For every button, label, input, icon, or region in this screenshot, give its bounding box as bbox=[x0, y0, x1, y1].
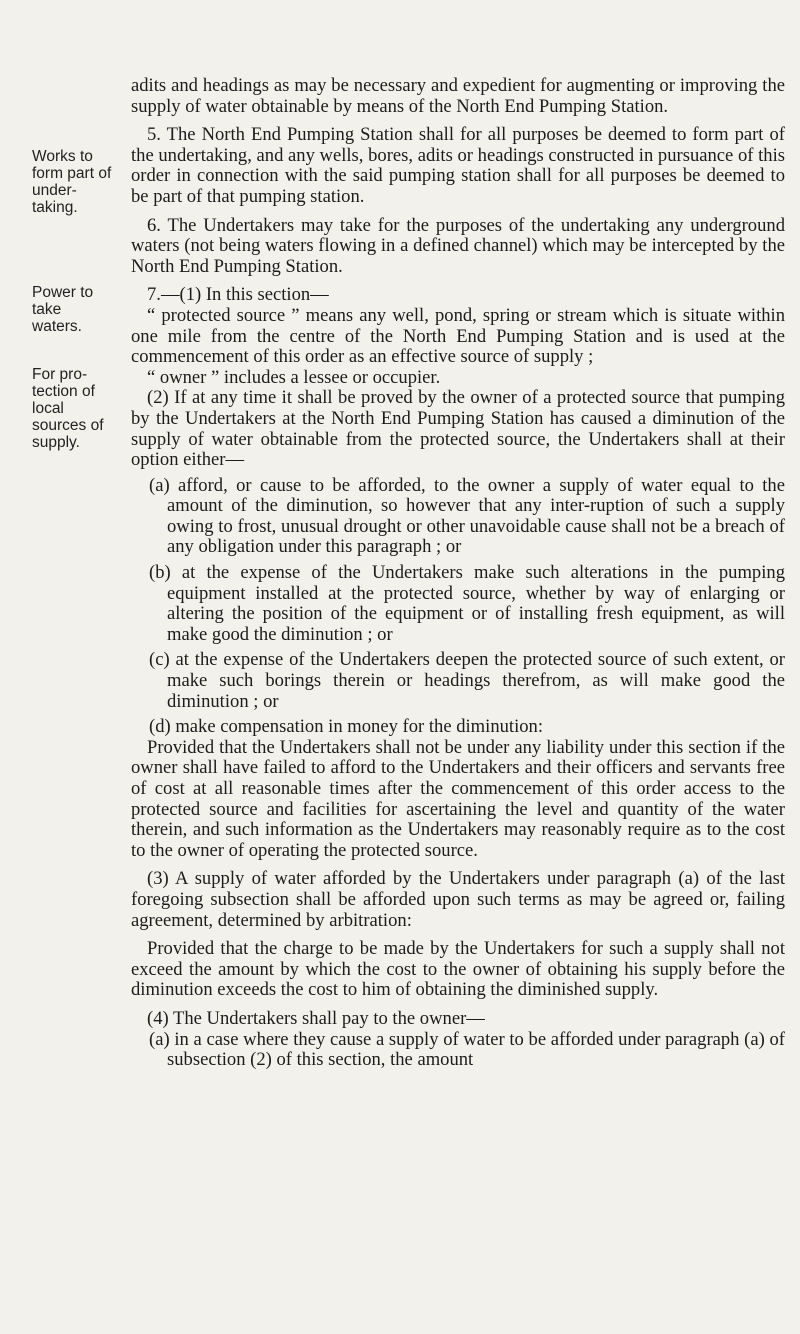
margin-note-protection: For pro-tection of local sources of supply. bbox=[32, 366, 104, 451]
section-7-4: (4) The Undertakers shall pay to the owner— bbox=[147, 1007, 485, 1029]
proviso-2: Provided that the charge to be made by the Undertakers for such a supply shall not exceed the amount by which the cost to the owner of obtaining his supply before the diminution exceeds the cost to him of obtaining the diminished supply. bbox=[131, 938, 785, 1001]
section-5: 5. The North End Pumping Station shall for all purposes be deemed to form part of the undertaking, and any wells, bores, adits or headings constructed in pursuance of this order in connection with the said pumping station shall for all purposes be deemed to be part of that pumping station. bbox=[131, 124, 785, 207]
margin-note-power: Power to take waters. bbox=[32, 284, 94, 335]
paragraph-continuation: adits and headings as may be necessary and expedient for augmenting or improving the supply of water obtainable by means of the North End Pumping Station. bbox=[131, 75, 785, 117]
item-c: (c) at the expense of the Undertakers deepen the protected source of such extent, or make such borings therein or headings therefrom, as will make good the diminution ; or bbox=[149, 649, 785, 712]
item-b: (b) at the expense of the Undertakers make such alterations in the pumping equipment installed at the protected source, whether by way of enlarging or altering the position of the equipment or of installing fresh equipment, as will make good the diminution ; or bbox=[149, 562, 785, 645]
item-a: (a) afford, or cause to be afforded, to the owner a supply of water equal to the amount of the diminution, so however that any inter-ruption of such a supply owing to frost, unusual drought or other unavoidable cause shall not be a breach of any obligation under this paragraph ; or bbox=[149, 474, 785, 558]
section-6: 6. The Undertakers may take for the purposes of the undertaking any underground waters (not being waters flowing in a defined channel) which may be intercepted by the North End Pumping Station. bbox=[131, 214, 785, 277]
proviso-1: Provided that the Undertakers shall not be under any liability under this section if the owner shall have failed to afford to the Undertakers and their officers and servants free of cost at all reasonable times after the commencement of this order access to the protected source and facilities for ascertaining the level and quantity of the water therein, and such information as the Undertakers may reasonably require as to the cost to the owner of operating the protected source. bbox=[131, 736, 785, 861]
section-7-2: (2) If at any time it shall be proved by the owner of a protected source that pumping by the Undertakers at the North End Pumping Station has caused a diminution of the supply of water obtainable from the protected source, the Undertakers shall at their option either— bbox=[131, 387, 785, 471]
definition-owner: “ owner ” includes a lessee or occupier. bbox=[147, 366, 441, 388]
margin-note-works: Works to form part of under-taking. bbox=[32, 148, 112, 216]
main-text bbox=[131, 76, 785, 1071]
item-4a: (a) in a case where they cause a supply of water to be afforded under paragraph (a) of subsection (2) of this section, the amount bbox=[149, 1028, 785, 1071]
item-d: (d) make compensation in money for the diminution: bbox=[149, 716, 544, 738]
definition-protected-source: “ protected source ” means any well, pond, spring or stream which is situate within one mile from the centre of the North End Pumping Station and is used at the commencement of this order as an effective source of supply ; bbox=[131, 304, 785, 368]
section-7-3: (3) A supply of water afforded by the Undertakers under paragraph (a) of the last foregoing subsection shall be afforded upon such terms as may be agreed or, failing agreement, determined by arbitration: bbox=[131, 868, 785, 931]
section-7-heading: 7.—(1) In this section— bbox=[147, 284, 329, 306]
